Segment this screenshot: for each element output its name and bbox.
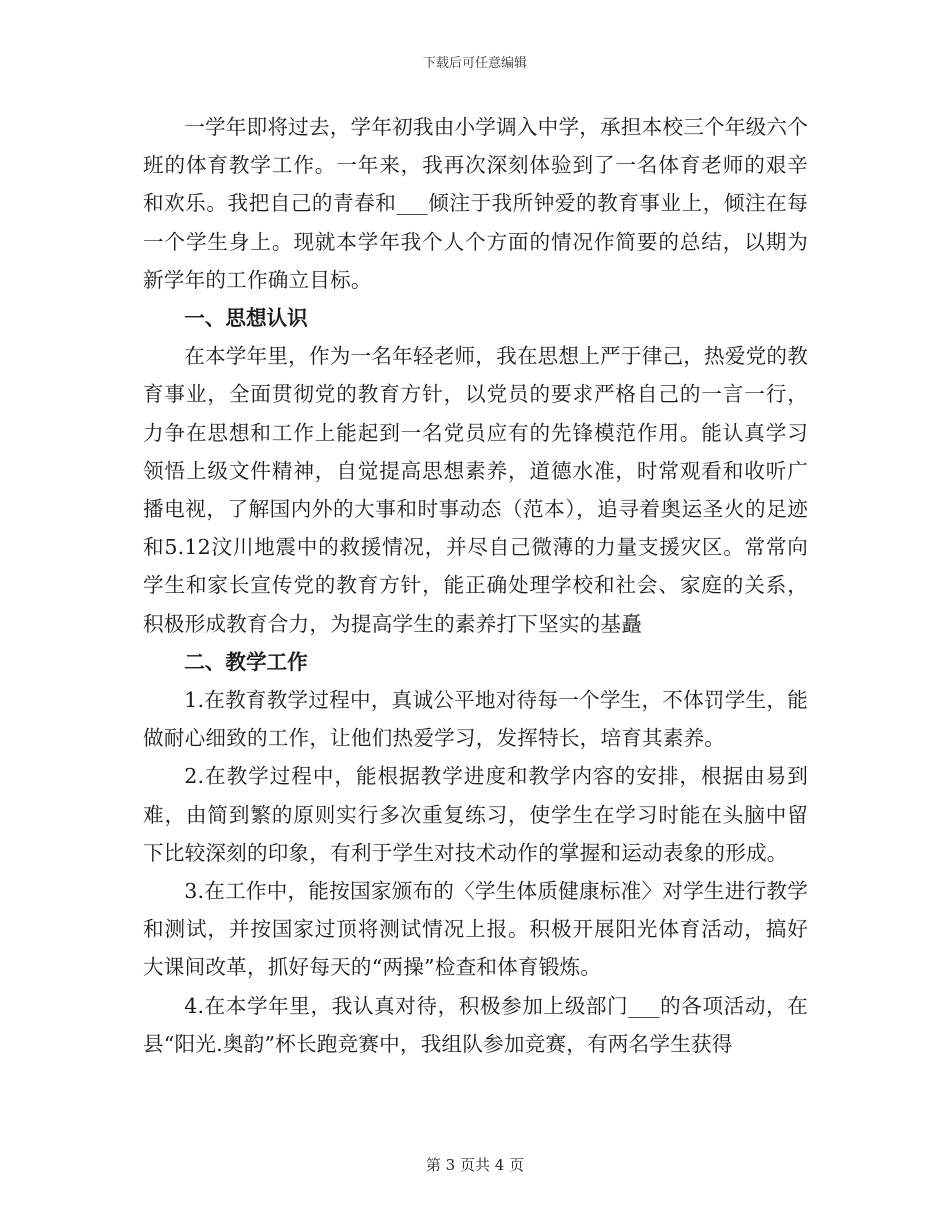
section-heading-teaching: 二、教学工作	[184, 649, 308, 674]
document-body	[143, 108, 808, 1063]
teaching-item-3: 3.在工作中，能按国家颁布的〈学生体质健康标准〉对学生进行教学和测试，并按国家过顶将测试情况上报。积极开展阳光体育活动，搞好大课间改革，抓好每天的“两操”检查和体育锻炼。	[143, 879, 808, 980]
teaching-item-1: 1.在教育教学过程中，真诚公平地对待每一个学生，不体罚学生，能做耐心细致的工作，让他们热爱学习，发挥特长，培育其素养。	[143, 688, 808, 751]
thought-paragraph: 在本学年里，作为一名年轻老师，我在思想上严于律己，热爱党的教育事业，全面贯彻党的教育方针，以党员的要求严格自己的一言一行，力争在思想和工作上能起到一名党员应有的先锋模范作用。能认真学习领悟上级文件精神，自觉提高思想素养，道德水准，时常观看和收听广播电视，了解国内外的大事和时事动态（范本），追寻着奥运圣火的足迹和5.12汶川地震中的救援情况，并尽自己微薄的力量支援灾区。常常向学生和家长宣传党的教育方针，能正确处理学校和社会、家庭的关系，积极形成教育合力，为提高学生的素养打下坚实的基矗	[143, 344, 808, 636]
page-header: 下载后可任意编辑	[422, 56, 527, 71]
teaching-item-4: 4.在本学年里，我认真对待，积极参加上级部门___的各项活动，在县“阳光.奥韵”杯长跑竞赛中，我组队参加竞赛，有两名学生获得	[143, 993, 808, 1056]
teaching-item-2: 2.在教学过程中，能根据教学进度和教学内容的安排，根据由易到难，由简到繁的原则实行多次重复练习，使学生在学习时能在头脑中留下比较深刻的印象，有利于学生对技术动作的掌握和运动表象的形成。	[143, 764, 808, 865]
section-heading-thought: 一、思想认识	[184, 306, 308, 331]
page-number-footer: 第 3 页共 4 页	[425, 1156, 525, 1174]
intro-paragraph: 一学年即将过去，学年初我由小学调入中学，承担本校三个年级六个班的体育教学工作。一年来，我再次深刻体验到了一名体育老师的艰辛和欢乐。我把自己的青春和___倾注于我所钟爱的教育事业上，倾注在每一个学生身上。现就本学年我个人个方面的情况作简要的总结，以期为新学年的工作确立目标。	[143, 115, 808, 292]
